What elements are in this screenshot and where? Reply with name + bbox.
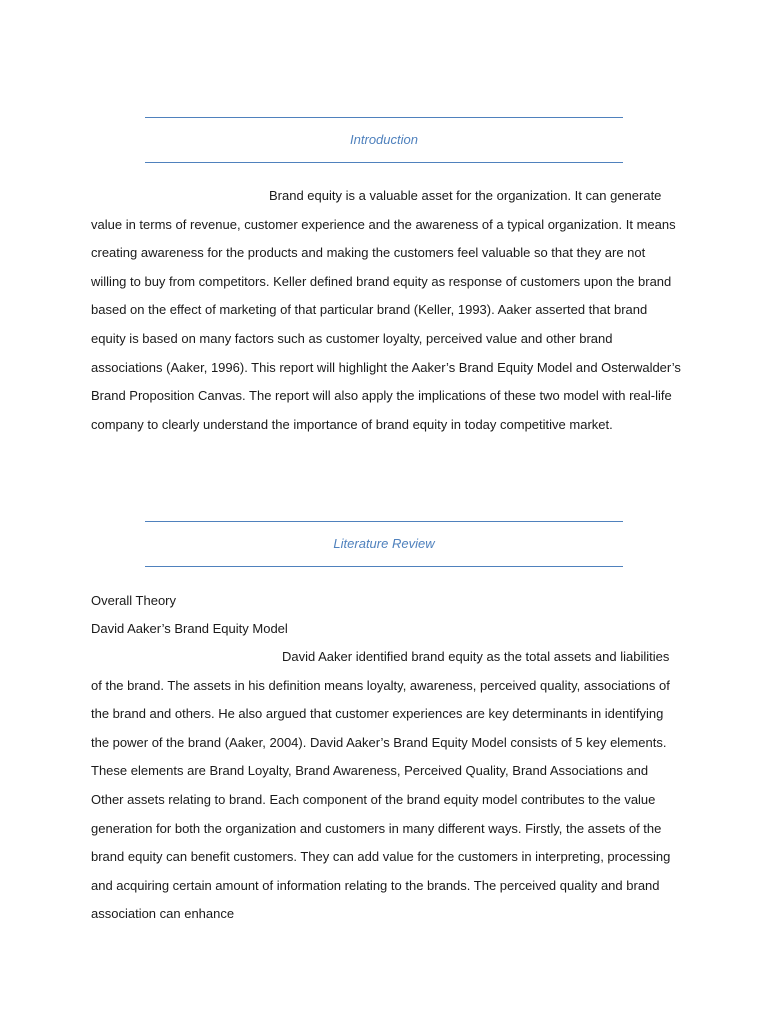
literature-review-heading-block (145, 521, 623, 567)
literature-review-heading: Literature Review (333, 536, 435, 551)
heading-rule-bottom (145, 566, 623, 567)
literature-review-paragraph: David Aaker identified brand equity as the total assets and liabilities of the brand. The assets in his definition means loyalty, awareness, perceived quality, associations of the brand and others. He also argued that customer experiences are key determinants in identifying the power of the brand (Aaker, 2004). David Aaker’s Brand Equity Model consists of 5 key elements. These elements are Brand Loyalty, Brand Awareness, Perceived Quality, Brand Associations and Other assets relating to brand. Each component of the brand equity model contributes to the value generation for both the organization and customers in many different ways. Firstly, the assets of the brand equity can benefit customers. They can add value for the customers in interpreting, processing and acquiring certain amount of information relating to the brands. The perceived quality and brand association can enhance (91, 649, 671, 922)
aaker-model-subheading: David Aaker’s Brand Equity Model (91, 621, 288, 636)
overall-theory-subheading: Overall Theory (91, 593, 177, 608)
heading-rule-bottom (145, 162, 623, 163)
introduction-heading-block (145, 117, 623, 163)
introduction-body (91, 182, 681, 439)
introduction-heading: Introduction (350, 132, 418, 147)
literature-review-body (91, 643, 681, 929)
introduction-paragraph: Brand equity is a valuable asset for the organization. It can generate value in terms of revenue, customer experience and the awareness of a typical organization. It means creating awareness for the products and making the customers feel valuable so that they are not willing to buy from competitors. Keller defined brand equity as response of customers upon the brand based on the effect of marketing of that particular brand (Keller, 1993). Aaker asserted that brand equity is based on many factors such as customer loyalty, perceived value and other brand associations (Aaker, 1996). This report will highlight the Aaker’s Brand Equity Model and Osterwalder’s Brand Proposition Canvas. The report will also apply the implications of these two model with real-life company to clearly understand the importance of brand equity in today competitive market. (91, 188, 681, 432)
